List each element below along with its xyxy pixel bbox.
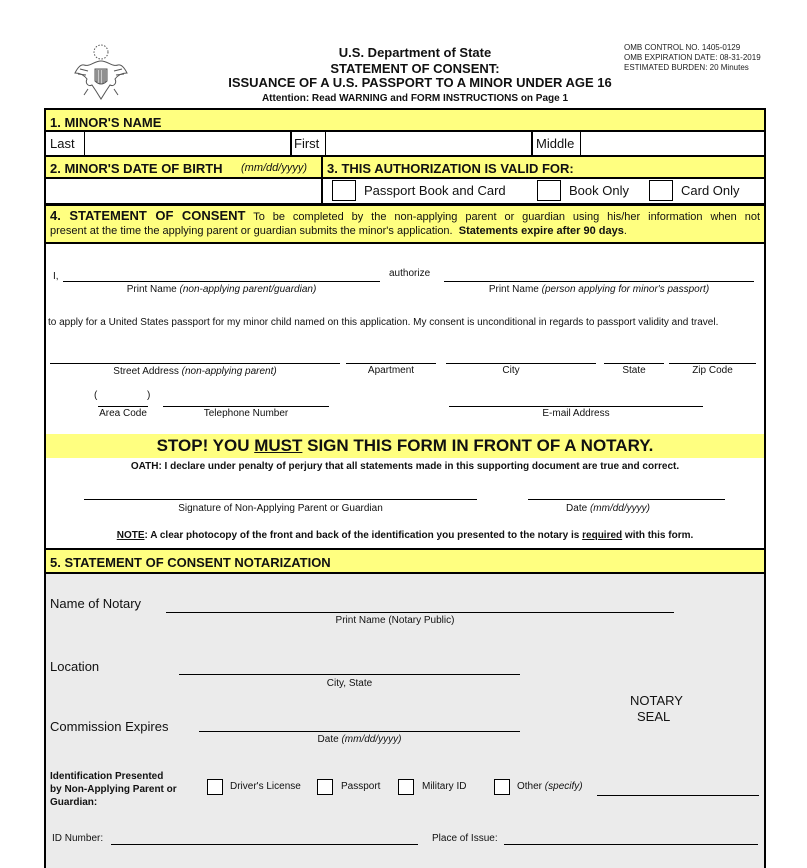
military-id-label: Military ID	[422, 781, 467, 792]
section1-title: 1. MINOR'S NAME	[50, 115, 162, 130]
section1-header	[44, 108, 766, 132]
applicant-qualifier: (person applying for minor's passport)	[541, 284, 710, 295]
stop-must: MUST	[254, 436, 303, 455]
state-line[interactable]	[604, 363, 664, 364]
print-name-notary-label: Print Name (Notary Public)	[335, 615, 455, 626]
commission-expires-label: Commission Expires	[50, 719, 169, 734]
section2-title: 2. MINOR'S DATE OF BIRTH	[50, 161, 223, 176]
state-label: State	[622, 365, 646, 376]
attention-note: Attention: Read WARNING and FORM INSTRUCTIONS on Page 1	[261, 93, 569, 104]
street-address-qualifier: (non-applying parent)	[181, 366, 277, 377]
date-text: Date	[317, 734, 339, 745]
first-label: First	[294, 136, 320, 151]
specify-text: (specify)	[544, 781, 583, 792]
place-of-issue-label: Place of Issue:	[432, 833, 498, 844]
street-address-text: Street Address	[113, 366, 179, 377]
id-number-line[interactable]	[111, 844, 418, 845]
location-line[interactable]	[179, 674, 520, 675]
id-presented-line3: Guardian:	[50, 797, 98, 808]
notary-seal-label-1: NOTARY	[630, 693, 683, 708]
apartment-label: Apartment	[367, 365, 415, 376]
stop-post: SIGN THIS FORM IN FRONT OF A NOTARY.	[302, 436, 654, 455]
email-line[interactable]	[449, 406, 703, 407]
commission-expires-line[interactable]	[199, 731, 520, 732]
note-required: required	[582, 530, 623, 541]
commission-date-label	[199, 734, 520, 745]
id-presented-line2: by Non-Applying Parent or	[50, 784, 177, 795]
last-name-input[interactable]	[84, 132, 290, 155]
drivers-license-label: Driver's License	[230, 781, 301, 792]
section3-title: 3. THIS AUTHORIZATION IS VALID FOR:	[327, 161, 574, 176]
i-label: I,	[53, 271, 59, 282]
section4-expire: Statements expire after 90 days	[458, 225, 624, 237]
first-name-input[interactable]	[325, 132, 531, 155]
street-address-label	[50, 366, 340, 377]
signature-date-line[interactable]	[528, 499, 725, 500]
area-code-close-paren: )	[147, 390, 151, 401]
omb-burden: ESTIMATED BURDEN: 20 Minutes	[624, 63, 749, 72]
commission-date-format: (mm/dd/yyyy)	[341, 734, 402, 745]
omb-control: OMB CONTROL NO. 1405-0129	[624, 43, 741, 52]
section4-text-2: present at the time the applying parent or guardian submits the minor's application.	[50, 225, 453, 237]
note-end: with this form.	[622, 530, 694, 541]
other-text: Other	[517, 781, 543, 792]
applying-person-name-line[interactable]	[444, 281, 754, 282]
section4-title: 4. STATEMENT OF CONSENT	[50, 208, 246, 223]
city-label: City	[502, 365, 520, 376]
section5-title: 5. STATEMENT OF CONSENT NOTARIZATION	[50, 555, 331, 570]
other-id-label	[517, 781, 583, 792]
notary-name-line[interactable]	[166, 612, 674, 613]
consent-text: to apply for a United States passport for my minor child named on this application. My consent is unconditional in regards to passport validity and travel.	[48, 317, 719, 328]
divider	[290, 132, 292, 155]
place-of-issue-line[interactable]	[504, 844, 758, 845]
notary-seal-label-2: SEAL	[637, 709, 671, 724]
passport-id-checkbox[interactable]	[317, 779, 333, 795]
print-name-applicant-label	[444, 284, 754, 295]
print-name-text: Print Name	[126, 284, 177, 295]
passport-id-label: Passport	[341, 781, 381, 792]
telephone-label: Telephone Number	[203, 408, 289, 419]
non-applying-parent-name-line[interactable]	[63, 281, 380, 282]
passport-book-and-card-checkbox[interactable]	[332, 180, 356, 201]
name-of-notary-label: Name of Notary	[50, 596, 142, 611]
passport-book-and-card-label: Passport Book and Card	[364, 183, 506, 198]
signature-date-label	[528, 503, 688, 514]
other-id-specify-line[interactable]	[597, 795, 759, 796]
location-label: Location	[50, 659, 100, 674]
dob-format: (mm/dd/yyyy)	[241, 162, 307, 174]
book-only-label: Book Only	[569, 183, 629, 198]
email-label: E-mail Address	[542, 408, 610, 419]
signature-line[interactable]	[84, 499, 477, 500]
section4-text-1: To be completed by the non-applying parent or guardian using his/her information when not	[253, 211, 760, 223]
stop-warning	[46, 436, 764, 456]
zip-code-line[interactable]	[669, 363, 756, 364]
oath-text: OATH: I declare under penalty of perjury that all statements made in this supporting document are true and correct.	[130, 461, 680, 472]
area-code-line[interactable]	[98, 406, 148, 407]
area-code-label: Area Code	[99, 408, 147, 419]
area-code-open-paren: (	[94, 390, 98, 401]
dob-input[interactable]	[46, 179, 321, 203]
city-line[interactable]	[446, 363, 596, 364]
print-name-parent-label	[63, 284, 380, 295]
section4-line2: present at the time the applying parent or guardian submits the minor's application. Statements expire after 90 days.	[50, 225, 627, 237]
card-only-label: Card Only	[681, 183, 740, 198]
date-format: (mm/dd/yyyy)	[589, 503, 650, 514]
drivers-license-checkbox[interactable]	[207, 779, 223, 795]
state-department-seal-icon	[74, 43, 128, 101]
divider	[531, 132, 533, 155]
other-id-checkbox[interactable]	[494, 779, 510, 795]
non-applying-qualifier: (non-applying parent/guardian)	[179, 284, 317, 295]
department-name: U.S. Department of State	[338, 45, 492, 60]
stop-pre: STOP! YOU	[156, 436, 255, 455]
form-title: STATEMENT OF CONSENT:	[330, 61, 500, 76]
authorize-label: authorize	[389, 268, 431, 279]
apartment-line[interactable]	[346, 363, 436, 364]
print-name-text: Print Name	[488, 284, 539, 295]
note-text	[46, 530, 764, 541]
signature-label: Signature of Non-Applying Parent or Guardian	[178, 503, 383, 514]
section4-line1	[50, 208, 760, 223]
card-only-checkbox[interactable]	[649, 180, 673, 201]
date-text: Date	[566, 503, 588, 514]
id-presented-line1: Identification Presented	[50, 771, 164, 782]
form-subtitle: ISSUANCE OF A U.S. PASSPORT TO A MINOR UNDER AGE 16	[228, 75, 612, 90]
note-body: : A clear photocopy of the front and back of the identification you presented to the notary is	[144, 530, 583, 541]
zip-code-label: Zip Code	[692, 365, 733, 376]
section5-header	[44, 548, 766, 574]
street-address-line[interactable]	[50, 363, 340, 364]
id-number-label: ID Number:	[52, 833, 104, 844]
note-label: NOTE	[116, 530, 145, 541]
telephone-line[interactable]	[163, 406, 329, 407]
city-state-label: City, State	[326, 678, 373, 689]
omb-expiration: OMB EXPIRATION DATE: 08-31-2019	[624, 53, 761, 62]
last-label: Last	[50, 136, 75, 151]
book-only-checkbox[interactable]	[537, 180, 561, 201]
military-id-checkbox[interactable]	[398, 779, 414, 795]
id-presented-label	[50, 770, 177, 809]
middle-label: Middle	[536, 136, 575, 151]
middle-name-input[interactable]	[580, 132, 764, 155]
